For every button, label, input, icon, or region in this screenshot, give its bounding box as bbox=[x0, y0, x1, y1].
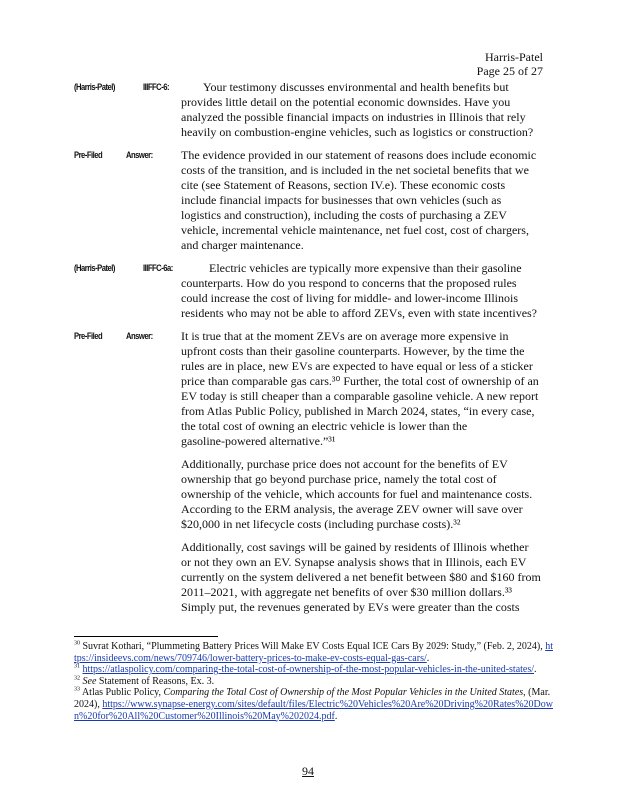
question-block bbox=[74, 80, 601, 140]
answer-text: It is true that at the moment ZEVs are on average more expensive in upfront costs than their gasoline counterparts. However, by the time the rules are in place, new EVs are expected to have equal or less of a sticker price than comparable gas cars.³⁰ Further, the total cost of ownership of an EV today is still cheaper than a comparable gasoline vehicle. A new report from Atlas Public Policy, published in March 2024, states, “in every case, the total cost of owning an electric vehicle is lower than the gasoline-powered alternative.”³¹ bbox=[181, 329, 539, 448]
footnote-text: See bbox=[82, 675, 97, 687]
question-id: IIIFFC-6: bbox=[143, 82, 170, 92]
footnote-text: Statement of Reasons, Ex. 3. bbox=[96, 675, 215, 687]
footnote-text: . bbox=[534, 664, 537, 676]
footnote-link[interactable]: https://atlaspolicy.com/comparing-the-total-cost-of-ownership-of-the-most-popular-vehicles-in-the-united-states/ bbox=[82, 664, 535, 676]
footnote-text: , (Mar. 2024), bbox=[74, 687, 551, 710]
footnote-number: 33 bbox=[74, 687, 80, 694]
question-label: (Harris-Patel) bbox=[74, 82, 115, 92]
question-label: (Harris-Patel) bbox=[74, 263, 115, 273]
footnote-text: . bbox=[334, 710, 338, 722]
footnote-number: 30 bbox=[74, 640, 80, 647]
footnote-link[interactable]: https://insideevs.com/news/709746/lower-battery-prices-to-make-ev-costs-equal-gas-cars/ bbox=[74, 641, 553, 664]
footnote bbox=[74, 676, 554, 688]
answer-paragraph-block bbox=[181, 457, 601, 532]
question-text bbox=[181, 80, 601, 140]
answer-paragraph-block bbox=[181, 540, 601, 615]
footnote-separator bbox=[74, 636, 218, 637]
answer-sublabel: Answer: bbox=[126, 150, 153, 160]
footnote-title: Comparing the Total Cost of Ownership of the Most Popular Vehicles in the United States bbox=[163, 687, 524, 699]
footnote-text: . bbox=[426, 652, 430, 664]
answer-sublabel: Answer: bbox=[126, 331, 153, 341]
question-block bbox=[74, 261, 601, 321]
testimony-body bbox=[74, 80, 601, 623]
answer-block bbox=[74, 148, 601, 253]
header-name: Harris-Patel bbox=[485, 50, 543, 64]
question-text-content: Your testimony discusses environmental and health benefits but provides little detail on the potential economic downsides. Have you analyzed the possible financial impacts on industries in Illinois that rely heavily on combustion-engine vehicles, such as logistics or construction? bbox=[181, 80, 534, 139]
footnote bbox=[74, 687, 554, 722]
question-text-content: Electric vehicles are typically more expensive than their gasoline counterparts. How do you respond to concerns that the proposed rules could increase the cost of living for middle- and lower-income Illinois residents who may not be able to afford ZEVs, even with state incentives? bbox=[181, 261, 538, 320]
question-id: IIIFFC-6a: bbox=[143, 263, 173, 273]
answer-label: Pre-Filed bbox=[74, 150, 103, 160]
header-page: Page 25 of 27 bbox=[476, 64, 543, 78]
footnote-text: Suvrat Kothari, “Plummeting Battery Prices Will Make EV Costs Equal ICE Cars By 2029: Study,” (Feb. 2, 2024), bbox=[82, 641, 546, 652]
answer-block bbox=[74, 329, 601, 449]
answer-text: The evidence provided in our statement of reasons does include economic costs of the transition, and is included in the net societal benefits that we cite (see Statement of Reasons, section IV.e). These economic costs include financial impacts for businesses that own vehicles (such as logistics and construction), including the costs of purchasing a ZEV vehicle, incremental vehicle maintenance, net fuel cost, cost of chargers, and charger maintenance. bbox=[181, 148, 537, 252]
footnote-number: 32 bbox=[74, 675, 80, 682]
footnote-text: Atlas Public Policy, bbox=[81, 687, 164, 699]
question-text bbox=[181, 261, 601, 321]
answer-label: Pre-Filed bbox=[74, 331, 103, 341]
answer-paragraph: Additionally, cost savings will be gained by residents of Illinois whether or not they own an EV. Synapse analysis shows that in Illinois, each EV currently on the system delivered a net benefit between $80 and $160 from 2011–2021, with aggregate net benefits of over $30 million dollars.³³ Simply put, the revenues generated by EVs were greater than the costs bbox=[181, 540, 541, 614]
footnote-link[interactable]: https://www.synapse-energy.com/sites/default/files/Electric%20Vehicles%20Are%20Driving%20Rates%20Down%20for%20All%20Customer%20Illinois%20May%202024.pdf bbox=[74, 698, 553, 722]
footnote-number: 31 bbox=[74, 663, 80, 670]
answer-paragraph: Additionally, purchase price does not account for the benefits of EV ownership that go beyond purchase price, namely the total cost of ownership of the vehicle, which accounts for fuel and maintenance costs. According to the ERM analysis, the average ZEV owner will save over $20,000 in net lifecycle costs (including purchase costs).³² bbox=[181, 457, 533, 531]
footnote bbox=[74, 641, 554, 664]
footnote bbox=[74, 664, 554, 676]
page-number: 94 bbox=[302, 764, 314, 778]
footnotes bbox=[74, 641, 554, 722]
